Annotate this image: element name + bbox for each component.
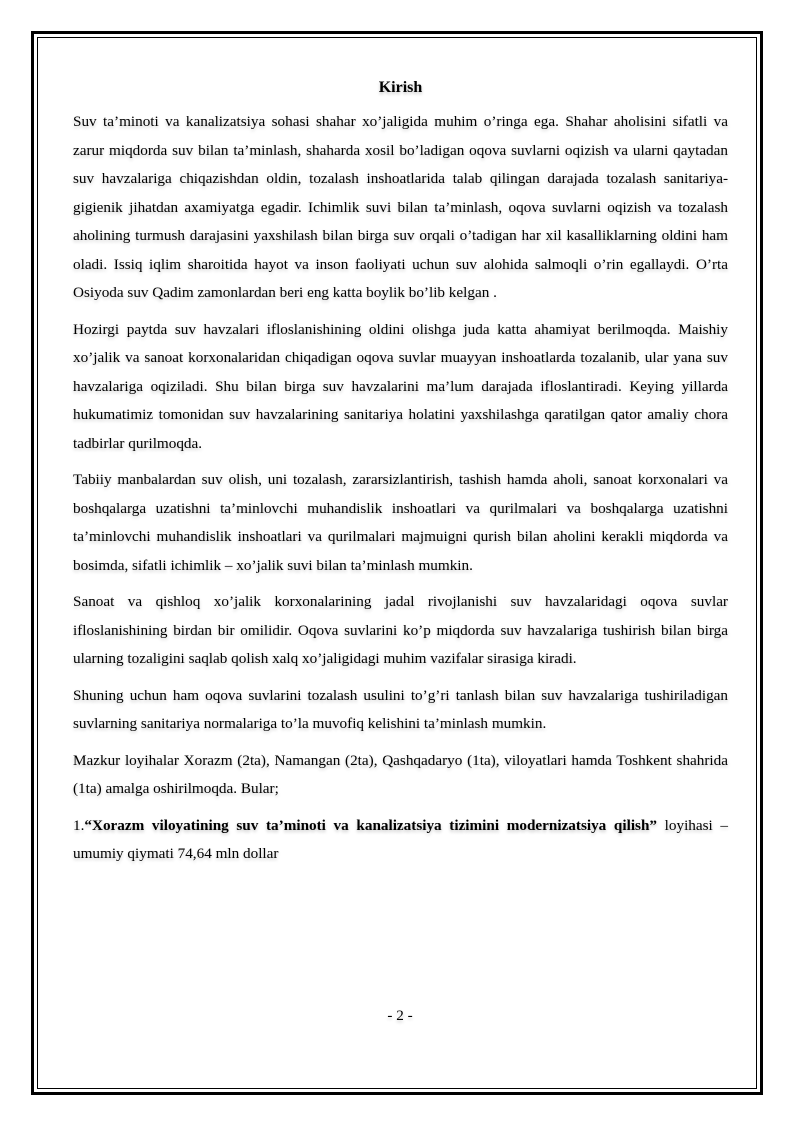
list-item-description: loyihasi – umumiy qiymati 74,64 mln dollar bbox=[73, 816, 729, 862]
paragraph-projects: Mazkur loyihalar Xorazm (2ta), Namangan (2ta), Qashqadaryo (1ta), viloyatlari hamda Toshkent shahrida (1ta) amalga oshirilmoqda. Bular; bbox=[73, 751, 728, 797]
paragraph-introduction: Suv ta’minoti va kanalizatsiya sohasi shahar xo’jaligida muhim o’ringa ega. Shahar aholisini sifatli va zarur miqdorda suv bilan ta’minlash, shaharda xosil bo’ladigan oqova suvlarni oqizish va ularni qaytadan suv havzalariga chiqazishdan oldin, tozalash inshoatlarida talab qilingan darajada tozalash sanitariya-gigienik jihatdan axamiyatga egadir. Ichimlik suvi bilan ta’minlash, oqova suvlarni oqizish va tozalash aholining turmush darajasini yaxshilash bilan birga suv orqali o’tadigan har xil kasalliklarning oldini ham oladi. Issiq iqlim sharoitida hayot va inson faoliyati uchun suv alohida salmoqli o’rin egallaydi. O’rta Osiyoda suv Qadim zamonlardan beri eng katta boylik bo’lib kelgan . bbox=[73, 113, 728, 301]
paragraph-treatment-method: Shuning uchun ham oqova suvlarini tozalash usulini to’g’ri tanlash bilan suv havzalariga tushiriladigan suvlarning sanitariya normalariga to’la muvofiq kelishini ta’minlash mumkin. bbox=[73, 686, 728, 732]
paragraph-water-sources: Tabiiy manbalardan suv olish, uni tozalash, zararsizlantirish, tashish hamda aholi, sanoat korxonalari va boshqalarga uzatishni ta’minlovchi muhandislik inshoatlari va qurilmalari va boshqalarga uzatishni ta’minlovchi muhandislik inshoatlari va qurilmalari majmuigni qurish bilan aholini kerakli miqdorda va bosimda, sifatli ichimlik – xo’jalik suvi bilan ta’minlash mumkin. bbox=[73, 471, 728, 574]
list-item bbox=[73, 812, 728, 869]
document-body bbox=[73, 74, 728, 869]
paragraph-industry: Sanoat va qishloq xo’jalik korxonalarining jadal rivojlanishi suv havzalaridagi oqova suvlar ifloslanishining birdan bir omilidir. Oqova suvlarini ko’p miqdorda suv havzalariga tushirish bilan birga ularning tozaligini saqlab qolish xalq xo’jaligidagi muhim vazifalar sirasiga kiradi. bbox=[73, 593, 728, 667]
document-title: Kirish bbox=[378, 79, 423, 96]
list-item-number: 1. bbox=[73, 816, 85, 834]
page-number: - 2 - bbox=[387, 1007, 413, 1024]
paragraph-pollution: Hozirgi paytda suv havzalari ifloslanishining oldini olishga juda katta ahamiyat berilmoqda. Maishiy xo’jalik va sanoat korxonalaridan chiqadigan oqova suvlar muayyan inshoatlarda tozalanib, ular yana suv havzalariga oqiziladi. Shu bilan birga suv havzalarini ma’lum darajada ifloslantiradi. Keying yillarda hukumatimiz tomonidan suv havzalarining sanitariya holatini yaxshilashga qaratilgan qator amaliy chora tadbirlar qurilmoqda. bbox=[73, 320, 728, 452]
list-item-project-title: “Xorazm viloyatining suv ta’minoti va kanalizatsiya tizimini modernizatsiya qilish” bbox=[84, 816, 657, 834]
